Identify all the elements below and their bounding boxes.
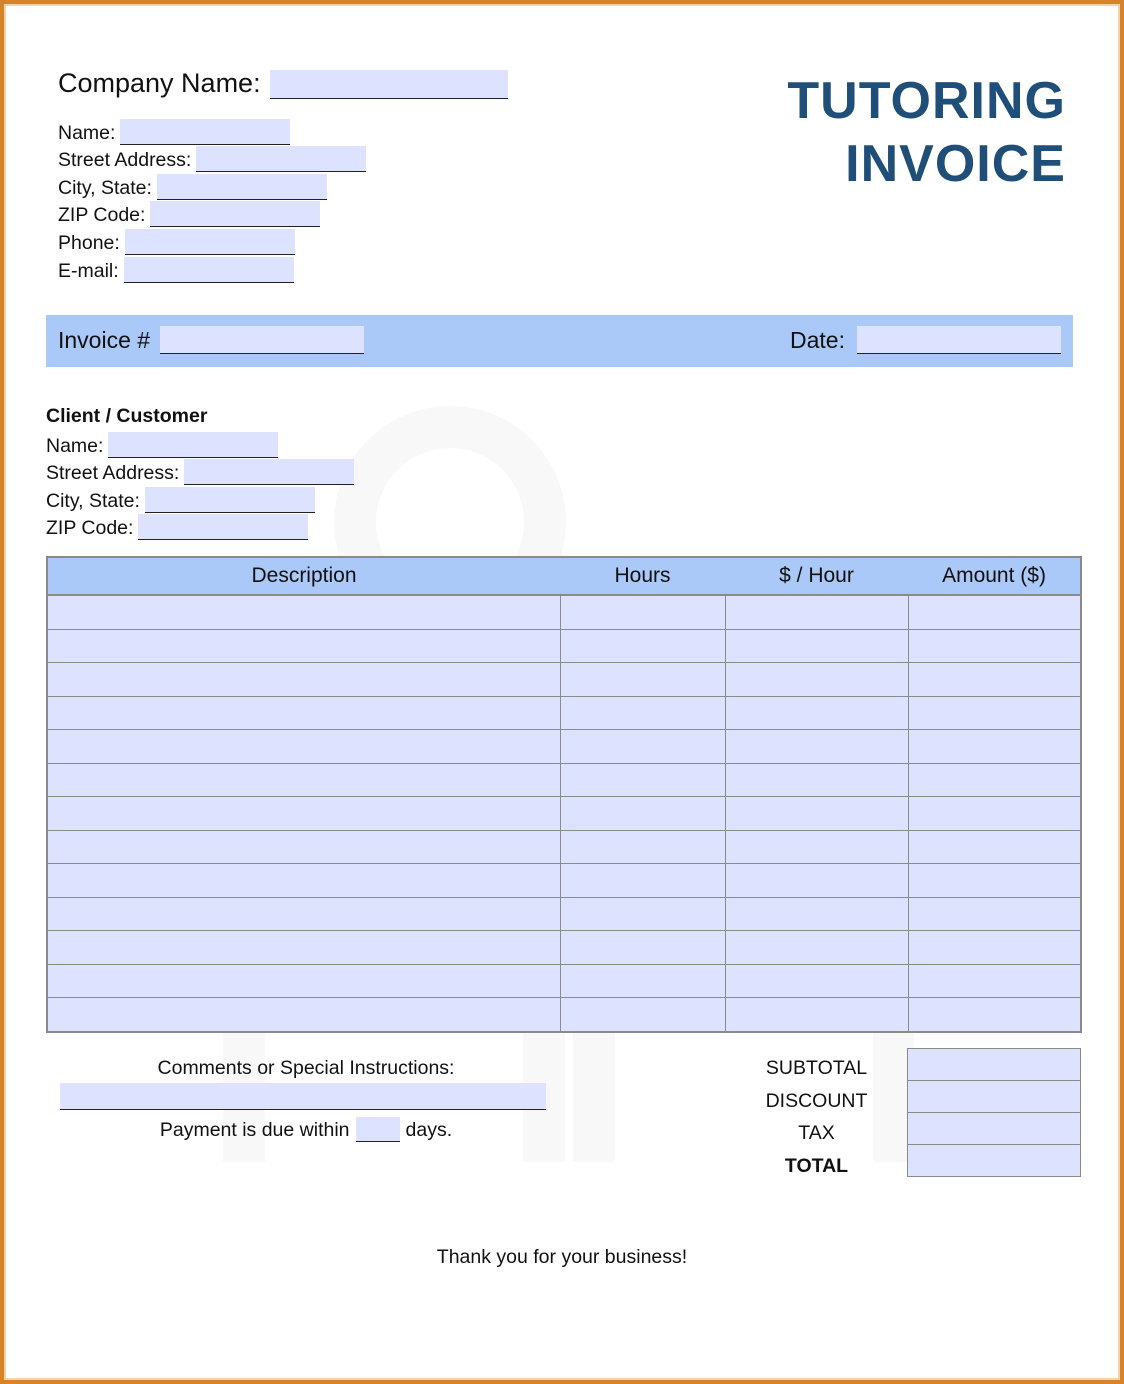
table-row	[47, 763, 1081, 797]
table-row	[47, 931, 1081, 965]
company-name-row	[58, 68, 508, 99]
rate-cell[interactable]	[725, 998, 908, 1032]
amount-cell[interactable]	[908, 964, 1081, 998]
client-city-state-field[interactable]	[145, 487, 315, 513]
hours-cell[interactable]	[560, 629, 725, 663]
client-street-field[interactable]	[184, 459, 354, 485]
company-field-label: ZIP Code:	[58, 204, 146, 227]
company-field-label: Name:	[58, 121, 116, 144]
table-row	[47, 595, 1081, 629]
invoice-number-field[interactable]	[160, 326, 364, 354]
description-cell[interactable]	[47, 897, 560, 931]
hours-cell[interactable]	[560, 797, 725, 831]
table-row	[47, 964, 1081, 998]
table-row	[47, 897, 1081, 931]
description-cell[interactable]	[47, 964, 560, 998]
table-row	[47, 663, 1081, 697]
amount-cell[interactable]	[908, 797, 1081, 831]
company-email-field[interactable]	[124, 257, 294, 283]
tax-field[interactable]	[908, 1113, 1080, 1145]
amount-cell[interactable]	[908, 629, 1081, 663]
company-name-person-field[interactable]	[120, 119, 290, 145]
description-cell[interactable]	[47, 730, 560, 764]
payment-prefix: Payment is due within	[159, 1119, 350, 1141]
invoice-title	[787, 70, 1066, 196]
company-field-label: City, State:	[58, 176, 152, 199]
client-info-row	[46, 458, 354, 486]
client-title: Client / Customer	[46, 405, 208, 427]
client-field-label: Name:	[46, 434, 104, 457]
amount-cell[interactable]	[908, 830, 1081, 864]
client-zip-field[interactable]	[138, 514, 308, 540]
hours-cell[interactable]	[560, 998, 725, 1032]
company-name-field[interactable]	[270, 70, 508, 99]
title-line-1: TUTORING	[787, 72, 1066, 130]
tax-label: TAX	[798, 1122, 835, 1144]
description-cell[interactable]	[47, 763, 560, 797]
table-row	[47, 864, 1081, 898]
amount-cell[interactable]	[908, 763, 1081, 797]
client-info-row	[46, 430, 354, 458]
table-row	[47, 830, 1081, 864]
totals-labels	[734, 1052, 899, 1182]
company-field-label: Phone:	[58, 231, 120, 254]
description-cell[interactable]	[47, 629, 560, 663]
rate-cell[interactable]	[725, 830, 908, 864]
discount-field[interactable]	[908, 1081, 1080, 1113]
description-cell[interactable]	[47, 864, 560, 898]
items-table-body	[47, 595, 1081, 1032]
hours-cell[interactable]	[560, 864, 725, 898]
payment-terms	[4, 1117, 608, 1142]
payment-suffix: days.	[405, 1119, 453, 1141]
company-phone-field[interactable]	[125, 229, 295, 255]
comments-field[interactable]	[60, 1083, 546, 1110]
rate-cell[interactable]	[725, 696, 908, 730]
invoice-date-group	[790, 326, 1061, 354]
invoice-date-label: Date:	[790, 327, 845, 353]
thank-you-message: Thank you for your business!	[436, 1246, 688, 1268]
invoice-number-label: Invoice #	[58, 327, 151, 353]
amount-cell[interactable]	[908, 864, 1081, 898]
total-field[interactable]	[908, 1145, 1080, 1176]
table-header-row	[47, 557, 1081, 595]
amount-cell[interactable]	[908, 663, 1081, 697]
discount-label: DISCOUNT	[765, 1089, 868, 1112]
company-field-label: E-mail:	[58, 259, 119, 282]
rate-cell[interactable]	[725, 730, 908, 764]
table-row	[47, 797, 1081, 831]
description-cell[interactable]	[47, 931, 560, 965]
client-field-label: ZIP Code:	[46, 517, 134, 540]
rate-cell[interactable]	[725, 595, 908, 629]
company-field-label: Street Address:	[58, 149, 192, 172]
company-zip-field[interactable]	[150, 201, 320, 227]
description-cell[interactable]	[47, 797, 560, 831]
description-cell[interactable]	[47, 998, 560, 1032]
rate-cell[interactable]	[725, 864, 908, 898]
description-cell[interactable]	[47, 595, 560, 629]
company-info-row	[58, 255, 366, 283]
company-street-field[interactable]	[196, 146, 366, 172]
client-field-label: City, State:	[46, 489, 140, 512]
rate-cell[interactable]	[725, 797, 908, 831]
table-row	[47, 629, 1081, 663]
table-row	[47, 696, 1081, 730]
subtotal-label: SUBTOTAL	[765, 1057, 868, 1079]
hours-cell[interactable]	[560, 830, 725, 864]
company-info-row	[58, 172, 366, 200]
rate-cell[interactable]	[725, 931, 908, 965]
hours-cell[interactable]	[560, 696, 725, 730]
hours-cell[interactable]	[560, 730, 725, 764]
column-amount: Amount ($)	[908, 557, 1081, 595]
client-name-field[interactable]	[108, 432, 278, 458]
rate-cell[interactable]	[725, 629, 908, 663]
title-line-2: INVOICE	[845, 135, 1066, 193]
amount-cell[interactable]	[908, 730, 1081, 764]
column-rate: $ / Hour	[725, 557, 908, 595]
hours-cell[interactable]	[560, 763, 725, 797]
rate-cell[interactable]	[725, 663, 908, 697]
description-cell[interactable]	[47, 830, 560, 864]
client-section	[46, 403, 354, 540]
company-name-label: Company Name:	[58, 68, 261, 98]
comments-label: Comments or Special Instructions:	[157, 1057, 455, 1079]
amount-cell[interactable]	[908, 897, 1081, 931]
hours-cell[interactable]	[560, 964, 725, 998]
company-info-row	[58, 117, 366, 145]
hours-cell[interactable]	[560, 931, 725, 965]
total-label: TOTAL	[784, 1154, 849, 1177]
client-field-label: Street Address:	[46, 462, 180, 485]
column-hours: Hours	[560, 557, 725, 595]
totals-fields	[907, 1048, 1081, 1177]
company-info-row	[58, 227, 366, 255]
rate-cell[interactable]	[725, 964, 908, 998]
payment-days-field[interactable]	[356, 1117, 400, 1142]
hours-cell[interactable]	[560, 595, 725, 629]
amount-cell[interactable]	[908, 998, 1081, 1032]
rate-cell[interactable]	[725, 763, 908, 797]
description-cell[interactable]	[47, 663, 560, 697]
rate-cell[interactable]	[725, 897, 908, 931]
company-info-row	[58, 145, 366, 173]
hours-cell[interactable]	[560, 663, 725, 697]
client-info-row	[46, 513, 354, 541]
hours-cell[interactable]	[560, 897, 725, 931]
description-cell[interactable]	[47, 696, 560, 730]
amount-cell[interactable]	[908, 595, 1081, 629]
items-table	[46, 556, 1082, 1033]
company-city-state-field[interactable]	[157, 174, 327, 200]
subtotal-field[interactable]	[908, 1049, 1080, 1081]
table-row	[47, 998, 1081, 1032]
client-info-row	[46, 485, 354, 513]
invoice-bar	[46, 315, 1073, 367]
invoice-number-group	[58, 326, 364, 354]
amount-cell[interactable]	[908, 931, 1081, 965]
column-description: Description	[47, 557, 560, 595]
company-info-list	[58, 117, 366, 283]
table-row	[47, 730, 1081, 764]
company-info-row	[58, 200, 366, 228]
invoice-date-field[interactable]	[857, 326, 1061, 354]
amount-cell[interactable]	[908, 696, 1081, 730]
